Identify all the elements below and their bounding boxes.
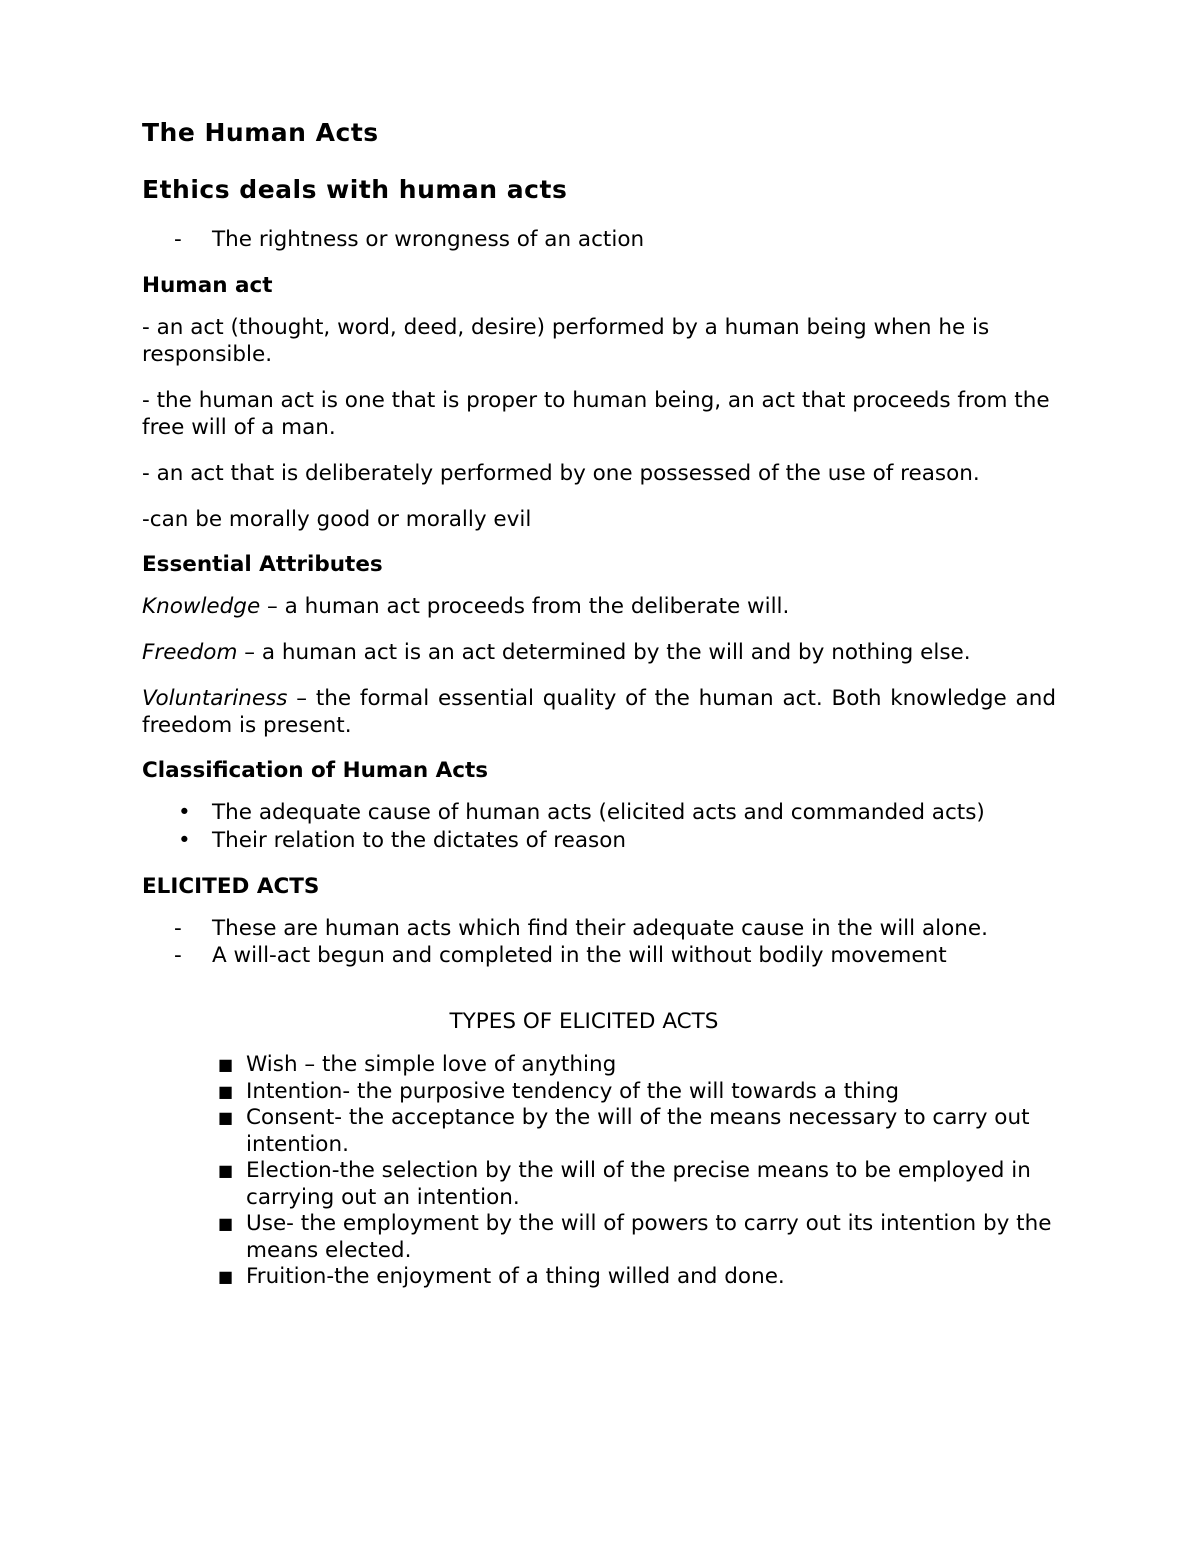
attribute-text: – a human act proceeds from the deliberate will.	[260, 594, 790, 619]
square-bullet-icon: ■	[218, 1267, 234, 1286]
elicited-list	[142, 915, 1056, 969]
attribute-paragraph	[142, 593, 1056, 620]
list-item-text: Fruition-the enjoyment of a thing willed and done.	[246, 1264, 785, 1289]
square-bullet-icon: ■	[218, 1108, 234, 1127]
intro-list	[142, 226, 1056, 253]
list-item	[142, 1105, 1056, 1158]
attribute-term: Knowledge	[142, 594, 261, 619]
types-list	[142, 1052, 1056, 1291]
document-subtitle: Ethics deals with human acts	[142, 175, 568, 204]
document-page	[142, 118, 1056, 1311]
list-item-text: These are human acts which find their adequate cause in the will alone.	[212, 916, 988, 941]
attribute-text: – a human act is an act determined by the will and by nothing else.	[237, 640, 971, 665]
attribute-term: Freedom	[142, 640, 238, 665]
list-item-text: Their relation to the dictates of reason	[212, 828, 626, 853]
square-bullet-icon: ■	[218, 1055, 234, 1074]
attribute-text: – the formal essential quality of the human act. Both knowledge and freedom is present.	[142, 686, 1056, 738]
square-bullet-icon: ■	[218, 1081, 234, 1101]
elicited-heading: ELICITED ACTS	[142, 874, 320, 899]
attributes-heading: Essential Attributes	[142, 552, 383, 577]
list-item	[142, 1052, 1056, 1079]
dash-marker: -	[174, 916, 182, 941]
list-item-text: Intention- the purposive tendency of the will towards a thing	[246, 1078, 899, 1104]
list-item	[142, 799, 1056, 826]
bullet-marker: •	[178, 800, 191, 825]
list-item-text: Consent- the acceptance by the will of the means necessary to carry out intention.	[246, 1105, 1030, 1157]
attribute-paragraph	[142, 639, 1056, 666]
list-item-text: Wish – the simple love of anything	[246, 1052, 617, 1077]
classification-heading: Classification of Human Acts	[142, 758, 489, 783]
dash-marker: -	[174, 227, 182, 252]
human-act-heading: Human act	[142, 273, 273, 298]
attribute-paragraph	[142, 685, 1056, 739]
attribute-term: Voluntariness	[142, 686, 288, 711]
list-item	[142, 827, 1056, 854]
paragraph: -can be morally good or morally evil	[142, 507, 532, 532]
list-item-text: The adequate cause of human acts (elicited acts and commanded acts)	[212, 800, 985, 825]
classification-list	[142, 799, 1056, 854]
list-item-text: The rightness or wrongness of an action	[212, 227, 645, 252]
list-item-text: A will-act begun and completed in the will without bodily movement	[212, 943, 947, 968]
document-title: The Human Acts	[142, 118, 379, 147]
list-item-text: Election-the selection by the will of the precise means to be employed in carrying out an intention.	[246, 1158, 1031, 1210]
list-item	[142, 1211, 1056, 1264]
types-heading: TYPES OF ELICITED ACTS	[449, 1009, 719, 1034]
paragraph: - an act (thought, word, deed, desire) performed by a human being when he is responsible.	[142, 315, 990, 367]
paragraph: - an act that is deliberately performed by one possessed of the use of reason.	[142, 461, 980, 486]
list-item-text: Use- the employment by the will of powers to carry out its intention by the means elected.	[246, 1211, 1052, 1263]
list-item	[142, 226, 1056, 253]
list-item	[142, 1158, 1056, 1211]
list-item	[142, 1264, 1056, 1291]
list-item	[142, 1079, 1056, 1106]
paragraph: - the human act is one that is proper to human being, an act that proceeds from the free will of a man.	[142, 388, 1050, 440]
bullet-marker: •	[178, 828, 191, 853]
dash-marker: -	[174, 943, 182, 968]
square-bullet-icon: ■	[218, 1161, 234, 1180]
square-bullet-icon: ■	[218, 1214, 234, 1233]
list-item	[142, 942, 1056, 969]
list-item	[142, 915, 1056, 942]
